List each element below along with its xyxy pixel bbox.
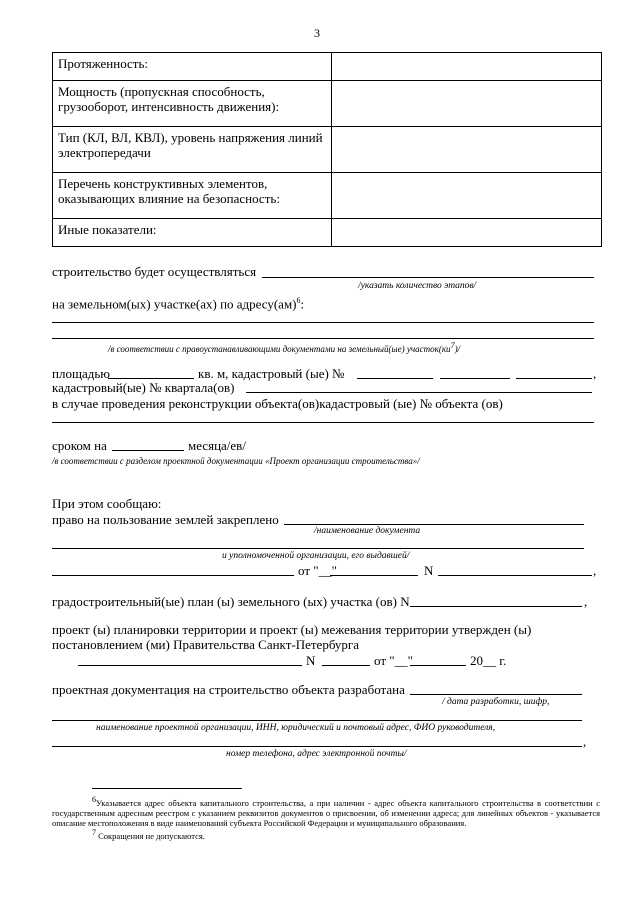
- stages-hint: /указать количество этапов/: [358, 281, 477, 291]
- table-row-value[interactable]: [332, 81, 602, 127]
- comma: ,: [584, 594, 588, 609]
- page-number: 3: [314, 26, 320, 40]
- reconstruction-label: в случае проведения реконструкции объекта(ов)кадастровый (ые) № объекта (ов): [52, 396, 503, 411]
- land-address-field-2[interactable]: [52, 338, 594, 339]
- issuer-field[interactable]: [52, 575, 294, 576]
- footnote-6: $^6$Указывается адрес объекта капитального строительства, а при наличии - адрес объекта капитального строительства в соответствии с государственным адресным реестром с указанием реквизитов документов о присвоении, об изменении адреса; для линейных объектов - указывается описание местоположения в виде наименований субъекта Российской Федерации и муниципального образования.: [52, 795, 600, 828]
- land-address-label: на земельном(ых) участке(ах) по адресу(ам)$^6$:: [52, 296, 305, 312]
- gpzu-field[interactable]: [410, 606, 582, 607]
- reconstruction-field[interactable]: [52, 422, 594, 423]
- area-field[interactable]: [108, 378, 194, 379]
- table-row-label: Перечень конструктивных элементов, оказывающих влияние на безопасность:: [53, 173, 332, 219]
- quarter-field[interactable]: [246, 392, 592, 393]
- stages-field[interactable]: [262, 277, 594, 278]
- year-label: 20__ г.: [470, 653, 507, 668]
- footnote-7: $^7$ Сокращения не допускаются.: [92, 828, 205, 841]
- number-sign: N: [306, 653, 316, 668]
- land-right-label: право на пользование землей закреплено: [52, 512, 279, 527]
- cadastral-field-3[interactable]: [516, 378, 592, 379]
- comma: ,: [593, 366, 597, 381]
- land-right-field-2[interactable]: [52, 548, 584, 549]
- table-row-value[interactable]: [332, 127, 602, 173]
- gpzu-label: градостроительный(ые) план (ы) земельного (ых) участка (ов) N: [52, 594, 410, 609]
- from-label: от "__": [374, 653, 413, 668]
- ppt-date-field[interactable]: [410, 665, 466, 666]
- project-doc-label: проектная документация на строительство объекта разработана: [52, 682, 405, 697]
- number-field[interactable]: [438, 575, 592, 576]
- org-hint: и уполномоченной организации, его выдавшей/: [222, 551, 410, 561]
- table-row-value[interactable]: [332, 219, 602, 247]
- area-units-label: кв. м, кадастровый (ые) №: [198, 366, 345, 381]
- table-row-label: Протяженность:: [53, 53, 332, 81]
- months-label: месяца/ев/: [188, 438, 246, 453]
- phone-hint: номер телефона, адрес электронной почты/: [226, 749, 407, 759]
- ppt-label-1: проект (ы) планировки территории и проект (ы) межевания территории утвержден (ы): [52, 622, 532, 637]
- term-label: сроком на: [52, 438, 107, 453]
- land-right-field[interactable]: [284, 524, 584, 525]
- table-row-value[interactable]: [332, 53, 602, 81]
- land-address-field[interactable]: [52, 322, 594, 323]
- table-row-label: Иные показатели:: [53, 219, 332, 247]
- ppt-number-field[interactable]: [322, 665, 370, 666]
- date-field[interactable]: [330, 575, 418, 576]
- ppt-field[interactable]: [78, 665, 302, 666]
- quarter-label: кадастровый(ые) № квартала(ов): [52, 380, 235, 395]
- project-doc-field[interactable]: [410, 694, 582, 695]
- footnote-separator: [92, 788, 242, 789]
- docs-hint: /в соответствии с правоустанавливающими документами на земельный(ые) $участок(ки^7)/$: [108, 341, 461, 354]
- ppt-label-2: постановлением (ми) Правительства Санкт-Петербурга: [52, 637, 360, 652]
- area-label: площадью: [52, 366, 110, 381]
- table-row-label: Тип (КЛ, ВЛ, КВЛ), уровень напряжения линий электропередачи: [53, 127, 332, 173]
- table-row-label: Мощность (пропускная способность, грузооборот, интенсивность движения):: [53, 81, 332, 127]
- comma: ,: [593, 563, 597, 578]
- doc-name-hint: /наименование документа: [314, 526, 421, 536]
- object-parameters-table: [52, 52, 602, 247]
- from-label: от "__": [298, 563, 337, 578]
- comma: ,: [583, 734, 587, 749]
- project-org-field[interactable]: [52, 720, 582, 721]
- cadastral-field-1[interactable]: [357, 378, 433, 379]
- term-field[interactable]: [112, 450, 184, 451]
- cadastral-field-2[interactable]: [440, 378, 510, 379]
- org-name-hint: наименование проектной организации, ИНН, юридический и почтовый адрес, ФИО руководителя,: [96, 723, 496, 733]
- number-sign: N: [424, 563, 434, 578]
- construction-label: строительство будет осуществляться: [52, 264, 257, 279]
- table-row-value[interactable]: [332, 173, 602, 219]
- project-contacts-field[interactable]: [52, 746, 582, 747]
- term-hint: /в соответствии с разделом проектной документации «Проект организации строительства»/: [52, 456, 420, 466]
- notify-label: При этом сообщаю:: [52, 496, 162, 511]
- date-hint: / дата разработки, шифр,: [442, 697, 550, 707]
